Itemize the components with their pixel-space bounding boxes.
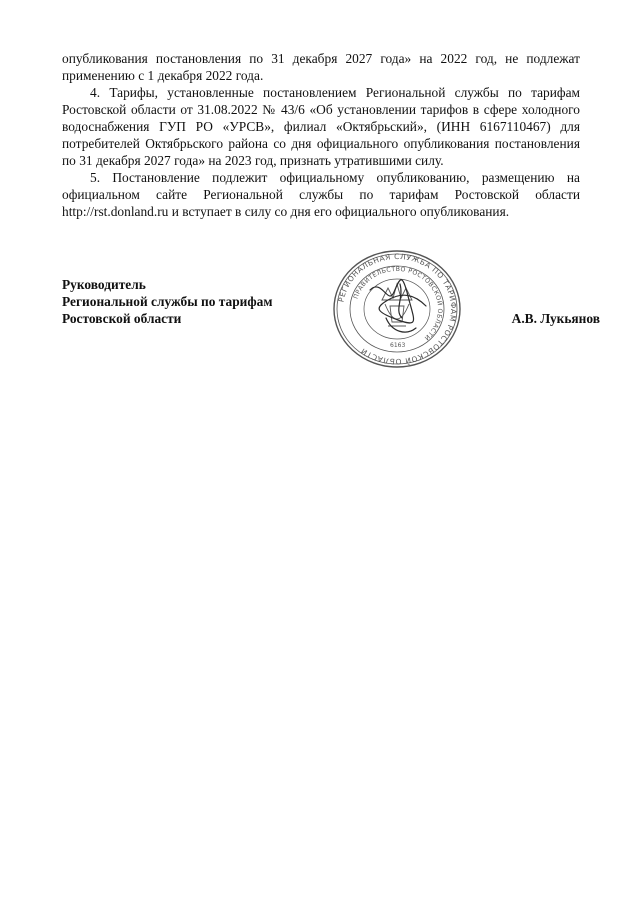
paragraph-item-5: 5. Постановление подлежит официальному опубликованию, размещению на официальном сайте Региональной службы по тарифам Ростовской области http://rst.donland.ru и вступает в силу со дня его официального опубликования.: [62, 170, 580, 219]
signatory-title-line-1: Руководитель: [62, 277, 146, 292]
signatory-name: А.В. Лукьянов: [511, 311, 600, 326]
seal-inner-text-path: ПРАВИТЕЛЬСТВО РОСТОВСКОЙ ОБЛАСТИ: [352, 265, 444, 342]
official-seal: [330, 248, 464, 370]
paragraph-continued: опубликования постановления по 31 декабря 2027 года» на 2022 год, не подлежат применению с 1 декабря 2022 года.: [62, 51, 580, 83]
paragraph-item-4: 4. Тарифы, установленные постановлением Региональной службы по тарифам Ростовской области от 31.08.2022 № 43/6 «Об установлении тарифов в сфере холодного водоснабжения ГУП РО «УРСВ», филиал «Октябрьский», (ИНН 6167110467) для потребителей Октябрьского района со дня официального опубликования постановления по 31 декабря 2027 года» на 2023 год, признать утратившими силу.: [62, 85, 580, 168]
signatory-title-line-2: Региональной службы по тарифам: [62, 294, 273, 309]
seal-outer-text-path: РЕГИОНАЛЬНАЯ СЛУЖБА ПО ТАРИФАМ РОСТОВСКОЙ ОБЛАСТИ: [336, 251, 459, 367]
signatory-title-line-3: Ростовской области: [62, 311, 182, 326]
seal-number: 6163: [390, 342, 406, 349]
signatory-title: [62, 276, 272, 327]
seal-inner-text: [353, 266, 445, 342]
document-body: [62, 50, 580, 220]
